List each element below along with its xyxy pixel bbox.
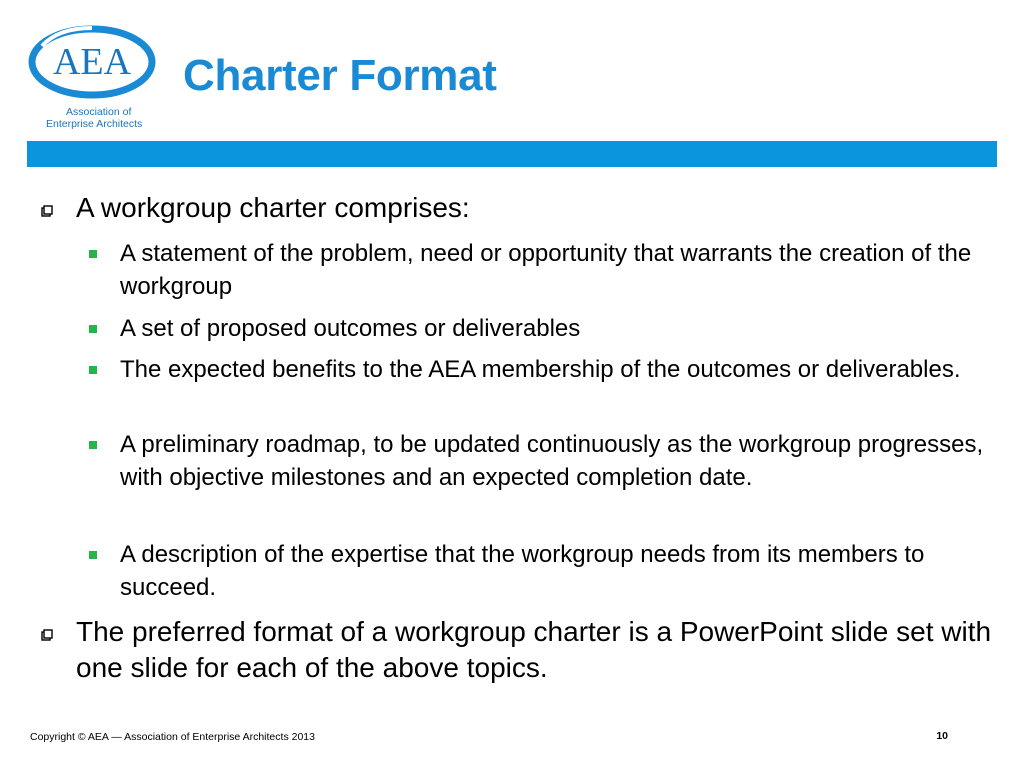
green-square-bullet-icon xyxy=(89,441,97,449)
sub-bullet-text: The expected benefits to the AEA membership of the outcomes or deliverables. xyxy=(120,356,961,383)
green-square-bullet-icon xyxy=(89,250,97,258)
slide-title: Charter Format xyxy=(183,51,497,100)
hollow-square-bullet-icon xyxy=(40,205,53,218)
logo-org-line1: Association of xyxy=(66,106,132,118)
aea-logo xyxy=(28,22,160,134)
green-square-bullet-icon xyxy=(89,325,97,333)
aea-logo-mark xyxy=(28,22,160,106)
title-divider-bar xyxy=(27,141,997,167)
sub-bullet-text: A description of the expertise that the workgroup needs from its members to succeed. xyxy=(120,541,925,601)
logo-org-line2: Enterprise Architects xyxy=(46,118,143,130)
sub-bullet-text: A statement of the problem, need or opportunity that warrants the creation of the workgroup xyxy=(120,240,972,300)
bullet-text: The preferred format of a workgroup charter is a PowerPoint slide set with one slide for each of the above topics. xyxy=(76,616,992,683)
bullet-text: A workgroup charter comprises: xyxy=(76,192,470,223)
green-square-bullet-icon xyxy=(89,551,97,559)
green-square-bullet-icon xyxy=(89,366,97,374)
hollow-square-bullet-icon xyxy=(40,629,53,642)
sub-bullet-text: A set of proposed outcomes or deliverables xyxy=(120,315,581,342)
page-number: 10 xyxy=(936,730,948,742)
sub-bullet-text: A preliminary roadmap, to be updated continuously as the workgroup progresses, with objective milestones and an expected completion date. xyxy=(120,431,984,491)
logo-monogram: AEA xyxy=(52,41,132,83)
logo-org-name xyxy=(46,106,176,130)
footer-copyright: Copyright © AEA — Association of Enterprise Architects 2013 xyxy=(30,731,315,743)
